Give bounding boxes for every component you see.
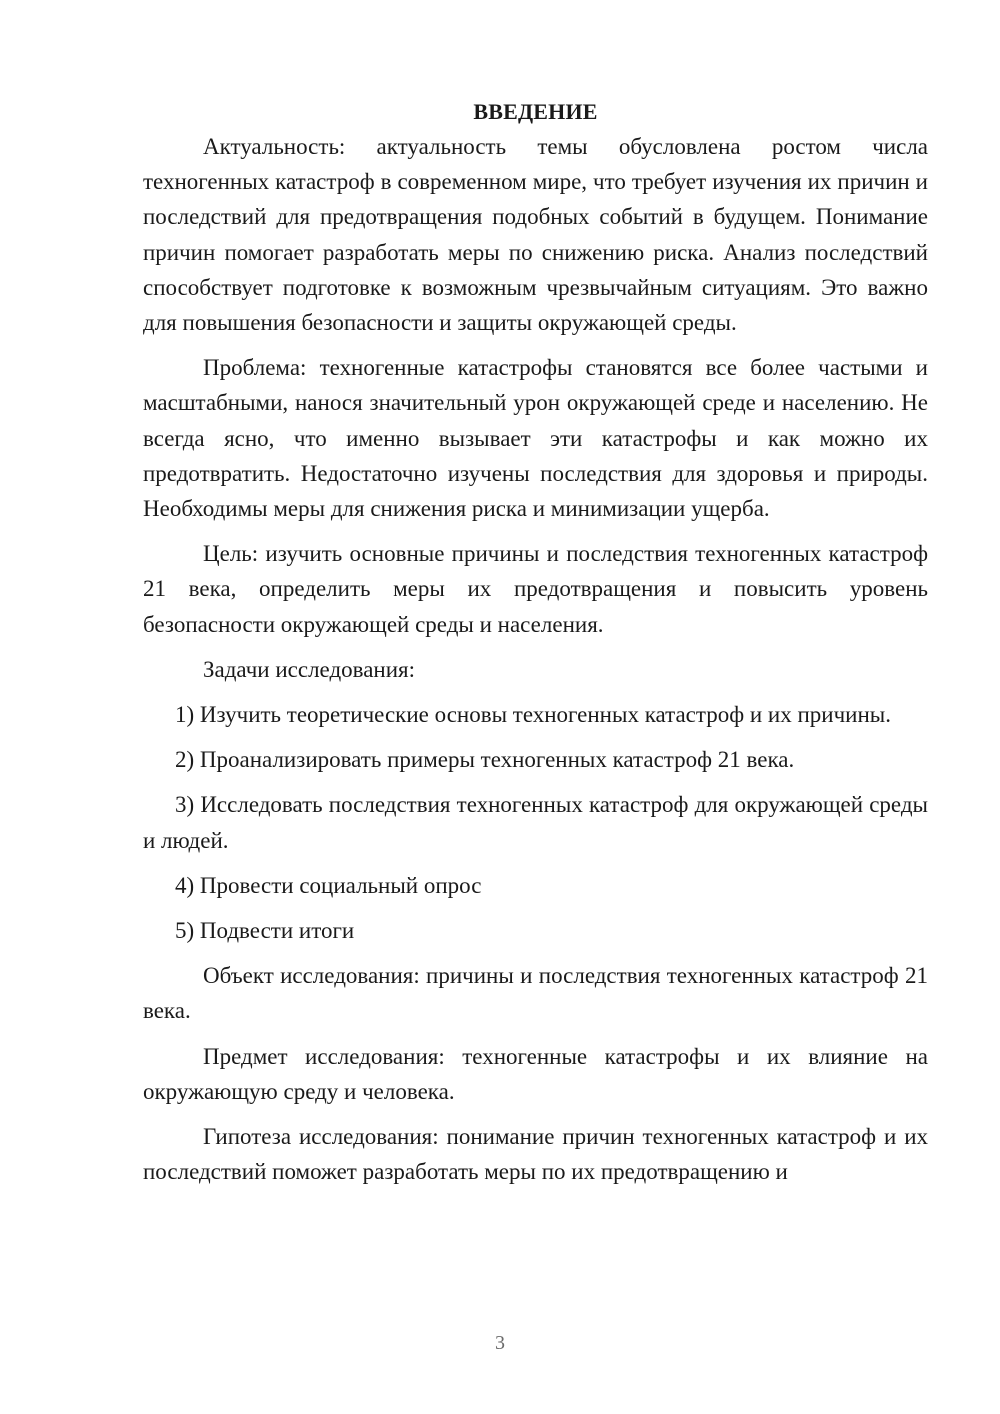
task-item-5: 5) Подвести итоги	[175, 918, 355, 944]
paragraph-tasks-intro: Задачи исследования:	[203, 656, 416, 682]
task-item-2: 2) Проанализировать примеры техногенных катастроф 21 века.	[175, 747, 795, 773]
paragraph-goal: Цель: изучить основные причины и последствия техногенных катастроф 21 века, определить меры их предотвращения и повысить уровень безопасности окружающей среды и населения.	[143, 541, 928, 637]
paragraph-problem: Проблема: техногенные катастрофы становятся все более частыми и масштабными, нанося значительный урон окружающей среде и населению. Не всегда ясно, что именно вызывает эти катастрофы и как можно их предотвратить. Недостаточно изучены последствия для здоровья и природы. Необходимы меры для снижения риска и минимизации ущерба.	[143, 355, 928, 522]
paragraph-hypothesis: Гипотеза исследования: понимание причин техногенных катастроф и их последствий поможет разработать меры по их предотвращению и	[143, 1124, 928, 1185]
paragraph-relevance: Актуальность: актуальность темы обусловлена ростом числа техногенных катастроф в современном мире, что требует изучения их причин и последствий для предотвращения подобных событий в будущем. Понимание причин помогает разработать меры по снижению риска. Анализ последствий способствует подготовке к возможным чрезвычайным ситуациям. Это важно для повышения безопасности и защиты окружающей среды.	[143, 134, 928, 336]
task-item-1: 1) Изучить теоретические основы техногенных катастроф и их причины.	[175, 702, 891, 728]
document-body	[143, 94, 928, 1199]
task-item-3: 3) Исследовать последствия техногенных катастроф для окружающей среды и людей.	[143, 792, 928, 853]
task-item-4: 4) Провести социальный опрос	[175, 872, 482, 898]
section-heading: ВВЕДЕНИЕ	[473, 99, 598, 124]
paragraph-subject: Предмет исследования: техногенные катастрофы и их влияние на окружающую среду и человека.	[143, 1043, 928, 1104]
paragraph-object: Объект исследования: причины и последствия техногенных катастроф 21 века.	[143, 963, 928, 1024]
page-number: 3	[495, 1332, 505, 1354]
